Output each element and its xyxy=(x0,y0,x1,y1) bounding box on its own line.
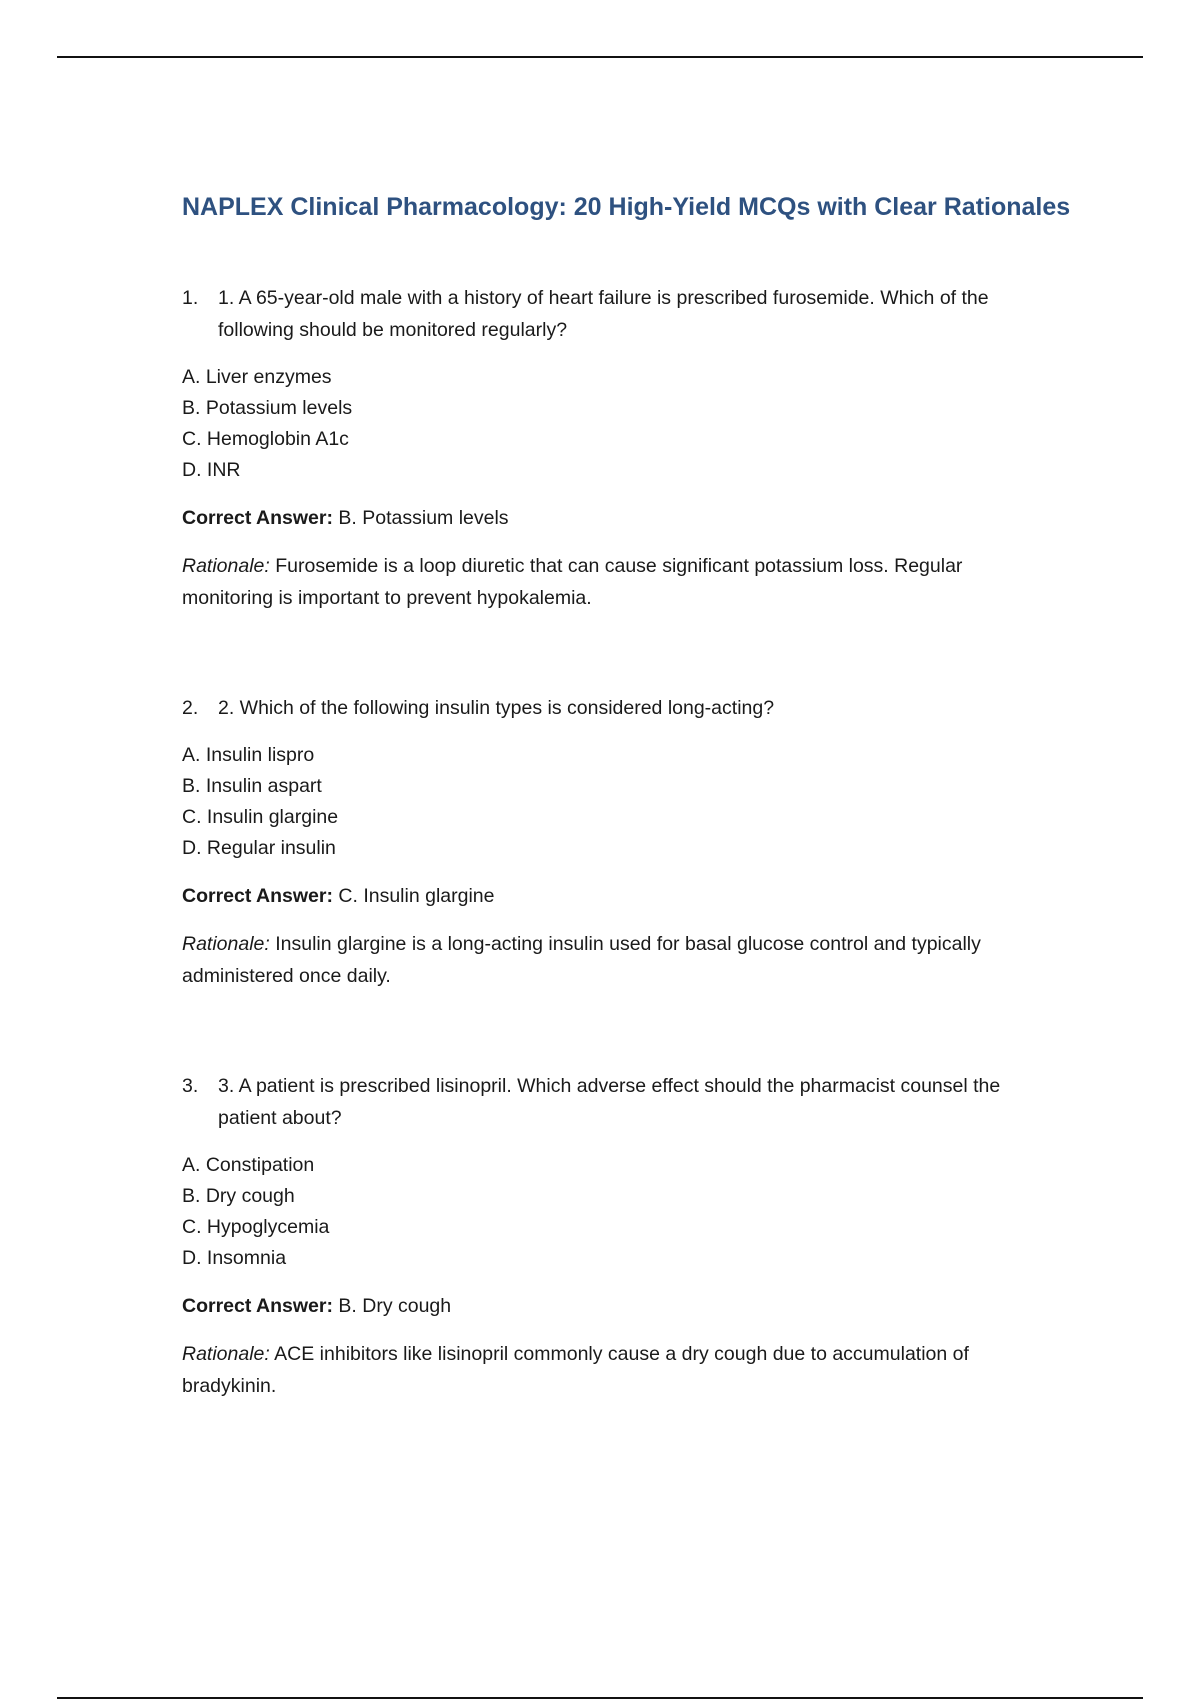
correct-answer-value: B. Dry cough xyxy=(338,1295,452,1317)
correct-answer xyxy=(182,1290,1042,1322)
option-c: C. Hemoglobin A1c xyxy=(182,428,349,450)
option-d: D. Insomnia xyxy=(182,1247,287,1269)
correct-answer-value: C. Insulin glargine xyxy=(338,885,495,907)
correct-answer xyxy=(182,880,1042,912)
rationale xyxy=(182,550,1042,614)
option-list xyxy=(182,1150,1042,1274)
document-body xyxy=(182,190,1071,1480)
correct-answer xyxy=(182,502,1042,534)
correct-answer-value: B. Potassium levels xyxy=(338,507,509,529)
question-number: 3. xyxy=(182,1075,199,1097)
rationale xyxy=(182,1338,1042,1402)
option-b: B. Dry cough xyxy=(182,1185,295,1207)
option-b: B. Insulin aspart xyxy=(182,775,322,797)
option-c: C. Insulin glargine xyxy=(182,806,339,828)
question-3 xyxy=(182,1070,1042,1402)
rationale-label: Rationale: xyxy=(182,1343,270,1365)
question-1 xyxy=(182,282,1042,614)
question-number: 1. xyxy=(182,287,199,309)
question-stem xyxy=(182,282,1042,346)
rationale-label: Rationale: xyxy=(182,933,270,955)
option-a: A. Liver enzymes xyxy=(182,366,332,388)
bottom-rule xyxy=(57,1697,1143,1699)
question-text: 3. A patient is prescribed lisinopril. Which adverse effect should the pharmacist counsel the patient about? xyxy=(218,1075,1001,1129)
question-stem xyxy=(182,692,1042,724)
rationale-label: Rationale: xyxy=(182,555,270,577)
question-2 xyxy=(182,692,1042,992)
question-text: 2. Which of the following insulin types is considered long-acting? xyxy=(218,697,775,719)
rationale-text: ACE inhibitors like lisinopril commonly cause a dry cough due to accumulation of bradykinin. xyxy=(182,1343,969,1397)
option-d: D. Regular insulin xyxy=(182,837,336,859)
correct-answer-label: Correct Answer: xyxy=(182,1295,333,1317)
rationale-text: Insulin glargine is a long-acting insulin used for basal glucose control and typically administered once daily. xyxy=(182,933,981,987)
correct-answer-label: Correct Answer: xyxy=(182,507,333,529)
option-list xyxy=(182,740,1042,864)
top-rule xyxy=(57,56,1143,58)
page-title: NAPLEX Clinical Pharmacology: 20 High-Yield MCQs with Clear Rationales xyxy=(182,193,1071,221)
option-a: A. Constipation xyxy=(182,1154,315,1176)
option-c: C. Hypoglycemia xyxy=(182,1216,330,1238)
rationale-text: Furosemide is a loop diuretic that can cause significant potassium loss. Regular monitoring is important to prevent hypokalemia. xyxy=(182,555,963,609)
question-stem xyxy=(182,1070,1042,1134)
option-d: D. INR xyxy=(182,459,241,481)
question-number: 2. xyxy=(182,697,199,719)
rationale xyxy=(182,928,1042,992)
correct-answer-label: Correct Answer: xyxy=(182,885,333,907)
option-a: A. Insulin lispro xyxy=(182,744,315,766)
option-list xyxy=(182,362,1042,486)
option-b: B. Potassium levels xyxy=(182,397,353,419)
question-text: 1. A 65-year-old male with a history of heart failure is prescribed furosemide. Which of the following should be monitored regularly? xyxy=(218,287,989,341)
